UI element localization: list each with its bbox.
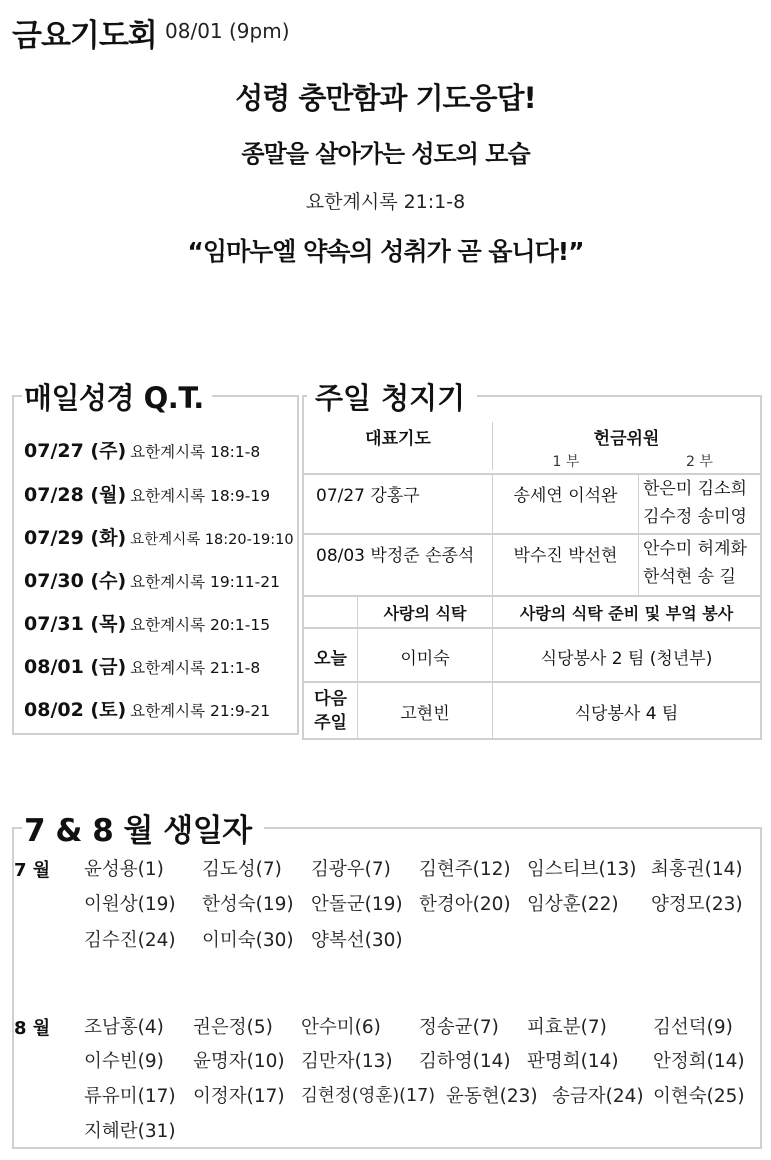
offering-s2-cell bbox=[639, 473, 760, 533]
qt-passage: 요한계시록 18:9-19 bbox=[130, 487, 271, 505]
stewards-heading: 주일 청지기 bbox=[307, 376, 477, 417]
qt-row bbox=[24, 652, 260, 679]
qt-date: 08/01 (금) bbox=[24, 656, 127, 678]
birthday-name: 류유미(17) bbox=[84, 1086, 176, 1107]
next-label-line: 다음 bbox=[314, 689, 347, 709]
birthday-name: 윤명자(10) bbox=[193, 1051, 285, 1072]
birthday-name: 김선덕(9) bbox=[653, 1017, 733, 1038]
birthday-name: 양정모(23) bbox=[651, 894, 743, 915]
birthday-name: 권은정(5) bbox=[193, 1017, 273, 1038]
birthday-name: 윤동현(23) bbox=[446, 1086, 538, 1107]
month-label-august: 8 월 bbox=[14, 1018, 51, 1039]
birthday-name: 김하영(14) bbox=[419, 1051, 511, 1072]
birthday-name: 피효분(7) bbox=[527, 1017, 607, 1038]
qt-passage: 요한계시록 21:1-8 bbox=[130, 659, 261, 677]
birthday-name: 한경아(20) bbox=[419, 894, 511, 915]
birthday-name: 정송균(7) bbox=[419, 1017, 499, 1038]
birthday-name: 김광우(7) bbox=[311, 859, 391, 880]
service2-label: 2 부 bbox=[686, 454, 713, 470]
sermon-subtitle: 종말을 살아가는 성도의 모습 bbox=[241, 140, 530, 168]
birthday-name: 김도성(7) bbox=[202, 859, 282, 880]
sermon-title: 성령 충만함과 기도응답! bbox=[235, 81, 536, 115]
today-host: 이미숙 bbox=[358, 627, 493, 681]
love-prep-header: 사랑의 식탁 준비 및 부엌 봉사 bbox=[493, 595, 760, 627]
qt-date: 07/28 (월) bbox=[24, 484, 127, 506]
stewards-panel bbox=[302, 395, 762, 740]
sermon-reference: 요한계시록 21:1-8 bbox=[305, 191, 466, 213]
birthday-name: 이정자(17) bbox=[193, 1086, 285, 1107]
love-table-header: 사랑의 식탁 bbox=[358, 595, 493, 627]
birthday-name: 지혜란(31) bbox=[84, 1121, 176, 1142]
qt-row bbox=[24, 609, 270, 636]
sermon-motto: “임마누엘 약속의 성취가 곧 옵니다!” bbox=[187, 237, 584, 266]
col-offering-header: 헌금위원 bbox=[593, 429, 660, 449]
birthday-heading: 7 & 8 월 생일자 bbox=[22, 805, 264, 850]
offering-s1-cell: 송세연 이석완 bbox=[493, 473, 639, 533]
birthday-name: 임상훈(22) bbox=[527, 894, 619, 915]
blank-cell bbox=[304, 595, 358, 627]
birthday-name: 판명희(14) bbox=[527, 1051, 619, 1072]
qt-date: 07/27 (주) bbox=[24, 440, 127, 462]
today-label: 오늘 bbox=[304, 627, 358, 681]
month-label-july: 7 월 bbox=[14, 860, 51, 881]
birthday-name: 이원상(19) bbox=[84, 894, 176, 915]
qt-passage: 요한계시록 18:20-19:10 bbox=[130, 532, 294, 548]
prayer-cell: 07/27 강홍구 bbox=[304, 473, 493, 533]
offering-s1-cell: 박수진 박선현 bbox=[493, 533, 639, 595]
qt-date: 08/02 (토) bbox=[24, 699, 127, 721]
qt-passage: 요한계시록 18:1-8 bbox=[130, 443, 261, 461]
qt-date: 07/31 (목) bbox=[24, 613, 127, 635]
today-team: 식당봉사 2 팀 (청년부) bbox=[493, 627, 760, 681]
qt-date: 07/30 (수) bbox=[24, 570, 127, 592]
birthday-name: 송금자(24) bbox=[552, 1086, 644, 1107]
birthday-name: 윤성용(1) bbox=[84, 859, 164, 880]
birthday-name: 조남홍(4) bbox=[84, 1017, 164, 1038]
offering-s2-names: 김수정 송미영 bbox=[643, 507, 747, 527]
service1-label: 1 부 bbox=[552, 454, 580, 470]
birthday-name: 김현주(12) bbox=[419, 859, 511, 880]
birthday-name: 안수미(6) bbox=[301, 1017, 381, 1038]
next-host: 고현빈 bbox=[358, 681, 493, 738]
next-team: 식당봉사 4 팀 bbox=[493, 681, 760, 738]
qt-passage: 요한계시록 21:9-21 bbox=[130, 702, 271, 720]
birthday-name: 양복선(30) bbox=[311, 930, 403, 951]
next-label bbox=[304, 681, 358, 738]
birthday-name: 김수진(24) bbox=[84, 930, 176, 951]
page-title: 금요기도회 bbox=[12, 18, 157, 54]
qt-row bbox=[24, 480, 270, 507]
qt-row bbox=[24, 523, 294, 550]
birthday-name: 김현정(영훈)(17) bbox=[301, 1086, 436, 1106]
birthday-name: 이수빈(9) bbox=[84, 1051, 164, 1072]
offering-s2-names: 한은미 김소희 bbox=[643, 479, 747, 499]
qt-passage: 요한계시록 20:1-15 bbox=[130, 616, 271, 634]
birthday-name: 김만자(13) bbox=[301, 1051, 393, 1072]
next-label-line: 주일 bbox=[314, 713, 347, 733]
birthday-name: 이현숙(25) bbox=[653, 1086, 745, 1107]
qt-row bbox=[24, 566, 280, 593]
qt-passage: 요한계시록 19:11-21 bbox=[130, 573, 280, 591]
birthday-name: 안돌군(19) bbox=[311, 894, 403, 915]
service-date: 08/01 (9pm) bbox=[165, 19, 290, 43]
offering-s2-names: 한석현 송 길 bbox=[643, 567, 736, 587]
qt-heading: 매일성경 Q.T. bbox=[22, 376, 212, 417]
birthday-name: 최홍권(14) bbox=[651, 859, 743, 880]
birthday-name: 한성숙(19) bbox=[202, 894, 294, 915]
birthday-name: 이미숙(30) bbox=[202, 930, 294, 951]
qt-row bbox=[24, 436, 260, 463]
birthday-name: 임스티브(13) bbox=[527, 859, 637, 880]
qt-date: 07/29 (화) bbox=[24, 527, 127, 549]
col-prayer-header: 대표기도 bbox=[304, 422, 493, 470]
birthday-name: 안정희(14) bbox=[653, 1051, 745, 1072]
qt-row bbox=[24, 695, 270, 722]
offering-s2-cell bbox=[639, 533, 760, 595]
offering-s2-names: 안수미 허계화 bbox=[643, 539, 747, 559]
prayer-cell: 08/03 박정준 손종석 bbox=[304, 533, 493, 595]
